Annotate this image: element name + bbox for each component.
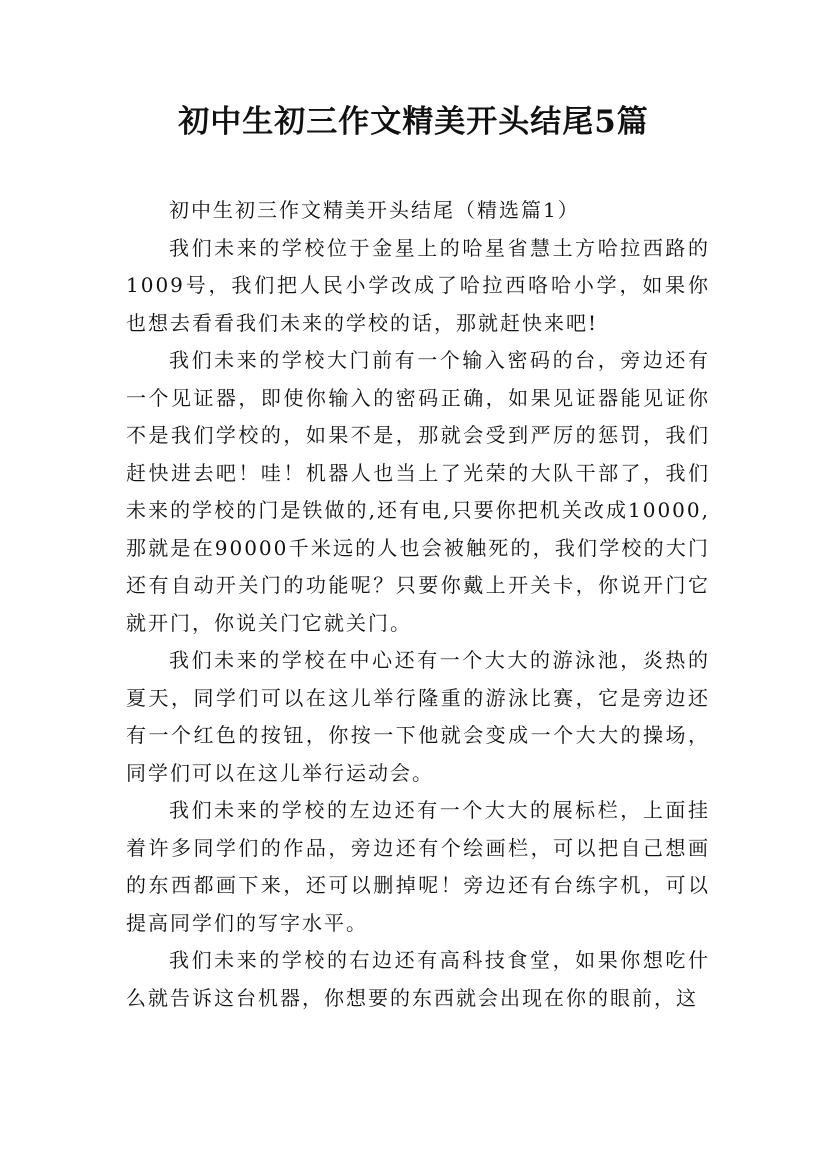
- document-body: [126, 192, 710, 1017]
- paragraph: 我们未来的学校大门前有一个输入密码的台，旁边还有一个见证器，即使你输入的密码正确，如果见证器能见证你不是我们学校的，如果不是，那就会受到严厉的惩罚，我们赶快进去吧！哇！机器人也当上了光荣的大队干部了，我们未来的学校的门是铁做的,还有电,只要你把机关改成10000,那就是在90000千米远的人也会被触死的，我们学校的大门还有自动开关门的功能呢？只要你戴上开关卡，你说开门它就开门，你说关门它就关门。: [126, 348, 710, 635]
- paragraph: 我们未来的学校在中心还有一个大大的游泳池，炎热的夏天，同学们可以在这儿举行隆重的游泳比赛，它是旁边还有一个红色的按钮，你按一下他就会变成一个大大的操场，同学们可以在这儿举行运动会。: [126, 648, 710, 785]
- paragraph: 我们未来的学校位于金星上的哈星省慧土方哈拉西路的1009号，我们把人民小学改成了哈拉西咯哈小学，如果你也想去看看我们未来的学校的话，那就赶快来吧!: [126, 235, 710, 335]
- paragraph: 我们未来的学校的左边还有一个大大的展标栏，上面挂着许多同学们的作品，旁边还有个绘画栏，可以把自己想画的东西都画下来，还可以删掉呢！旁边还有台练字机，可以提高同学们的写字水平。: [126, 798, 710, 935]
- paragraph: 我们未来的学校的右边还有高科技食堂，如果你想吃什么就告诉这台机器，你想要的东西就会出现在你的眼前，这: [126, 948, 710, 1010]
- document-title: 初中生初三作文精美开头结尾5篇: [178, 104, 649, 140]
- section-heading: 初中生初三作文精美开头结尾（精选篇1）: [169, 198, 580, 222]
